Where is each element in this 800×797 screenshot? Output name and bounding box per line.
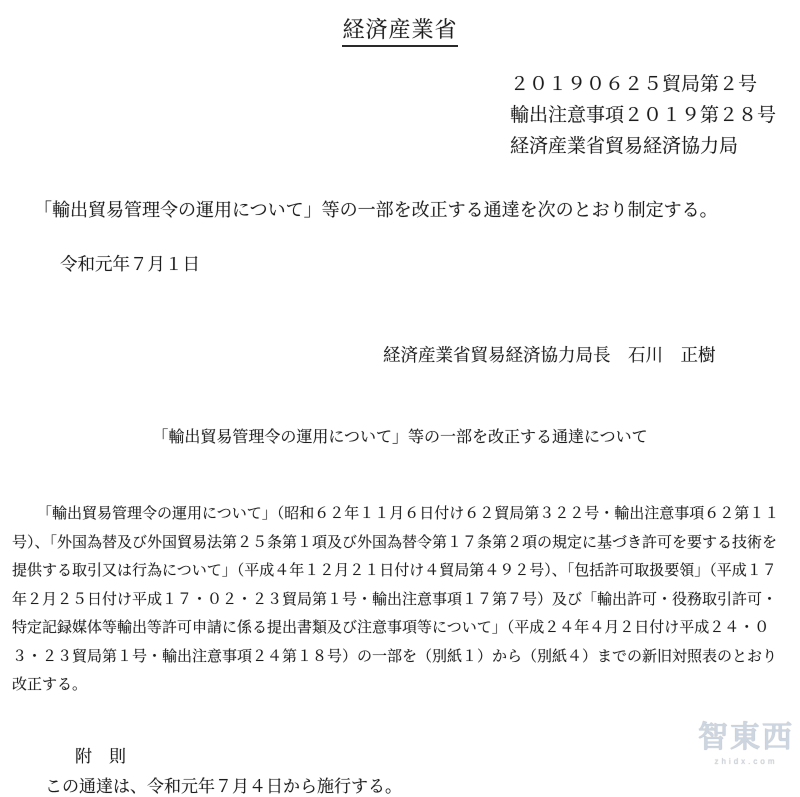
body-line: ３・２３貿局第１号・輸出注意事項２４第１８号）の一部を（別紙１）から（別紙４）までの新旧対照表のとおり: [12, 648, 778, 665]
body-paragraph: [0, 500, 800, 700]
enactment-statement: 「輸出貿易管理令の運用について」等の一部を改正する通達を次のとおり制定する。: [34, 200, 718, 220]
watermark-logo-text: 智東西: [698, 721, 794, 754]
body-line: 特定記録媒体等輸出等許可申請に係る提出書類及び注意事項等について」（平成２４年４月２日付け平成２４・０: [12, 620, 770, 636]
issuing-bureau-line: 経済産業省貿易経済協力局: [510, 136, 739, 157]
export-notice-number-line: 輸出注意事項２０１９第２８号: [510, 105, 777, 126]
agency-title: 経済産業省: [342, 13, 457, 47]
issue-date: 令和元年７月１日: [60, 254, 200, 274]
supplement-effective-date-line: この通達は、令和元年７月４日から施行する。: [45, 776, 402, 796]
reference-number-line: ２０１９０６２５貿局第２号: [510, 74, 758, 95]
subject-title: 「輸出貿易管理令の運用について」等の一部を改正する通達について: [152, 429, 648, 446]
body-line: 号）、「外国為替及び外国貿易法第２５条第１項及び外国為替令第１７条第２項の規定に基づき許可を要する技術を: [12, 534, 778, 551]
body-line: 提供する取引又は行為について」（平成４年１２月２１日付け４貿局第４９２号）、「包括許可取扱要領」（平成１７: [12, 563, 777, 579]
agency-title-wrap: [0, 0, 800, 47]
watermark-domain-text: zhidx.com: [714, 757, 778, 766]
supplement-heading: 附 則: [75, 746, 126, 766]
body-line: 改正する。: [12, 677, 88, 693]
reference-number-block: [510, 69, 800, 162]
body-line: 年２月２５日付け平成１７・０２・２３貿局第１号・輸出注意事項１７第７号）及び「輸出許可・役務取引許可・: [12, 591, 778, 608]
body-line: 「輸出貿易管理令の運用について」（昭和６２年１１月６日付け６２貿局第３２２号・輸出注意事項６２第１１: [37, 506, 780, 522]
signature-line: 経済産業省貿易経済協力局長 石川 正樹: [383, 345, 716, 365]
